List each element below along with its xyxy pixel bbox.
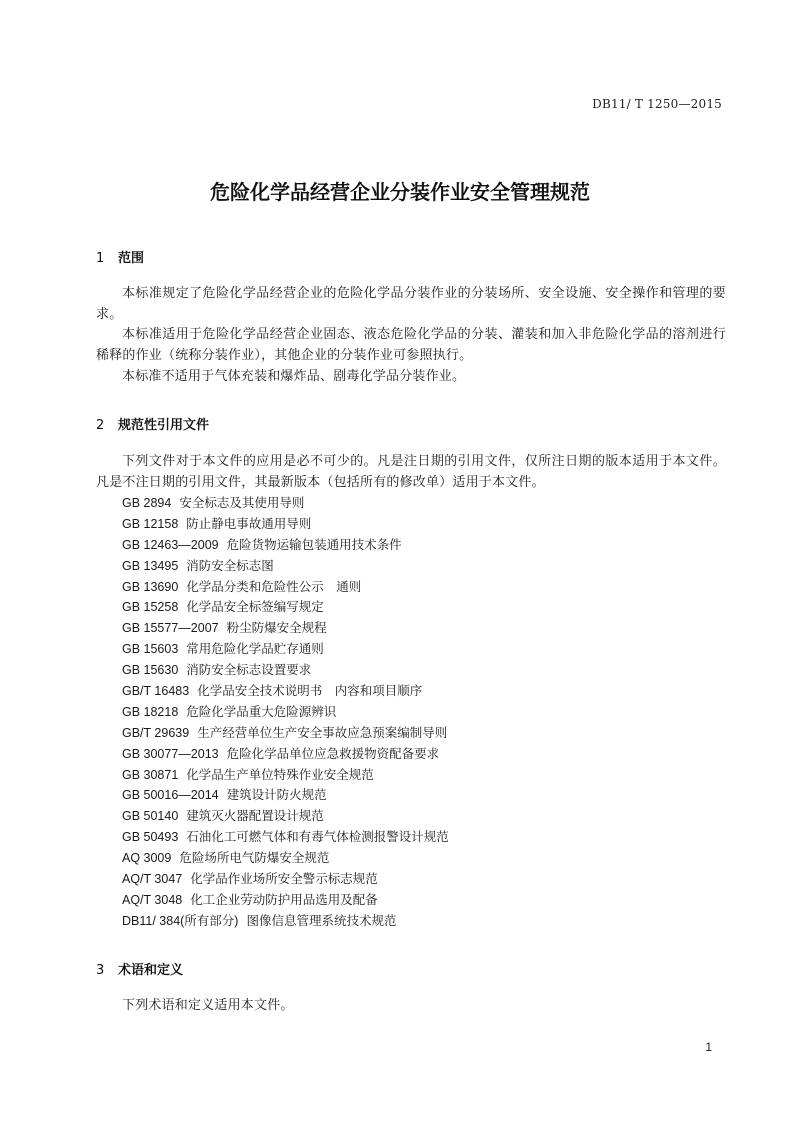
- reference-item: [122, 597, 449, 618]
- reference-code: GB 30871: [122, 767, 179, 782]
- reference-code: GB/T 29639: [122, 725, 190, 740]
- reference-item: [122, 806, 449, 827]
- reference-title: 建筑设计防火规范: [226, 787, 327, 803]
- reference-title: 安全标志及其使用导则: [179, 495, 305, 510]
- reference-code: AQ/T 3047: [122, 872, 183, 887]
- paragraph: 下列术语和定义适用本文件。: [122, 998, 294, 1013]
- reference-item: [122, 556, 449, 577]
- section-title: 术语和定义: [118, 963, 184, 978]
- reference-title: 消防安全标志图: [186, 557, 274, 573]
- reference-item: [122, 765, 449, 786]
- reference-item: [122, 785, 449, 806]
- reference-item: [122, 618, 449, 639]
- reference-code: GB 50016—2014: [122, 788, 219, 803]
- reference-item: [122, 869, 449, 890]
- reference-code: GB 50140: [122, 809, 179, 824]
- reference-title: 危险化学品单位应急救援物资配备要求: [226, 745, 440, 761]
- section-number: 1: [96, 251, 105, 266]
- reference-title: 粉尘防爆安全规程: [226, 620, 327, 636]
- reference-code: GB/T 16483: [122, 684, 190, 699]
- reference-code: GB 15258: [122, 600, 179, 615]
- paragraph: 本标准适用于危险化学品经营企业固态、液态危险化学品的分装、灌装和加入非危险化学品的溶剂进行稀释的作业（统称分装作业），其他企业的分装作业可参照执行。: [96, 327, 726, 363]
- reference-title: 化学品安全标签编写规定: [186, 599, 324, 615]
- section-number: 2: [96, 418, 105, 433]
- reference-code: GB 13495: [122, 558, 179, 573]
- section-number: 3: [96, 963, 105, 978]
- section-heading-scope: [96, 247, 144, 266]
- reference-title: 化学品安全技术说明书 内容和项目顺序: [197, 683, 423, 699]
- document-code: DB11/ T 1250—2015: [592, 97, 722, 111]
- section-heading-normative-references: [96, 414, 209, 433]
- reference-item: [122, 514, 449, 535]
- reference-item: [122, 827, 449, 848]
- reference-code: GB 15603: [122, 642, 179, 657]
- reference-code: GB 15630: [122, 663, 179, 678]
- paragraph: 本标准规定了危险化学品经营企业的危险化学品分装作业的分装场所、安全设施、安全操作和管理的要求。: [96, 286, 726, 322]
- reference-item: [122, 493, 449, 514]
- reference-code: GB 12158: [122, 516, 179, 531]
- reference-item: [122, 702, 449, 723]
- reference-code: GB 13690: [122, 579, 179, 594]
- reference-item: [122, 577, 449, 598]
- section-title: 规范性引用文件: [118, 418, 210, 433]
- reference-title: 化学品生产单位特殊作业安全规范: [186, 766, 374, 782]
- reference-title: 危险化学品重大危险源辨识: [186, 703, 337, 719]
- reference-code: GB 2894: [122, 496, 172, 510]
- paragraph: 下列文件对于本文件的应用是必不可少的。凡是注日期的引用文件，仅所注日期的版本适用于本文件。凡是不注日期的引用文件，其最新版本（包括所有的修改单）适用于本文件。: [96, 454, 726, 490]
- reference-title: 危险场所电气防爆安全规范: [179, 850, 330, 866]
- reference-title: 建筑灭火器配置设计规范: [186, 808, 324, 824]
- reference-title: 防止静电事故通用导则: [186, 515, 312, 531]
- reference-item: [122, 681, 449, 702]
- reference-item: [122, 848, 449, 869]
- reference-code: GB 12463—2009: [122, 537, 219, 552]
- reference-list: [122, 493, 449, 932]
- reference-title: 图像信息管理系统技术规范: [246, 912, 397, 928]
- section-heading-terms-definitions: [96, 959, 183, 978]
- reference-title: 消防安全标志设置要求: [186, 662, 312, 678]
- reference-item: [122, 639, 449, 660]
- reference-item: [122, 660, 449, 681]
- reference-item: [122, 911, 449, 932]
- reference-item: [122, 535, 449, 556]
- reference-item: [122, 723, 449, 744]
- reference-title: 常用危险化学品贮存通则: [186, 641, 324, 657]
- reference-title: 石油化工可燃气体和有毒气体检测报警设计规范: [186, 829, 449, 845]
- reference-title: 化学品作业场所安全警示标志规范: [190, 871, 378, 887]
- reference-title: 生产经营单位生产安全事故应急预案编制导则: [197, 724, 448, 740]
- reference-title: 危险货物运输包装通用技术条件: [226, 536, 402, 552]
- document-title: 危险化学品经营企业分装作业安全管理规范: [210, 180, 590, 204]
- section-title: 范围: [118, 251, 145, 266]
- reference-code: GB 18218: [122, 704, 179, 719]
- reference-title: 化学品分类和危险性公示 通则: [186, 578, 362, 594]
- reference-code: GB 30077—2013: [122, 746, 219, 761]
- reference-code: DB11/ 384(所有部分): [122, 913, 239, 928]
- page-number: 1: [705, 1040, 712, 1054]
- reference-code: GB 15577—2007: [122, 621, 219, 636]
- reference-code: AQ/T 3048: [122, 892, 183, 907]
- paragraph: 本标准不适用于气体充装和爆炸品、剧毒化学品分装作业。: [122, 369, 466, 384]
- reference-code: GB 50493: [122, 830, 179, 845]
- reference-item: [122, 890, 449, 911]
- reference-title: 化工企业劳动防护用品选用及配备: [190, 891, 378, 907]
- reference-item: [122, 744, 449, 765]
- reference-code: AQ 3009: [122, 851, 172, 866]
